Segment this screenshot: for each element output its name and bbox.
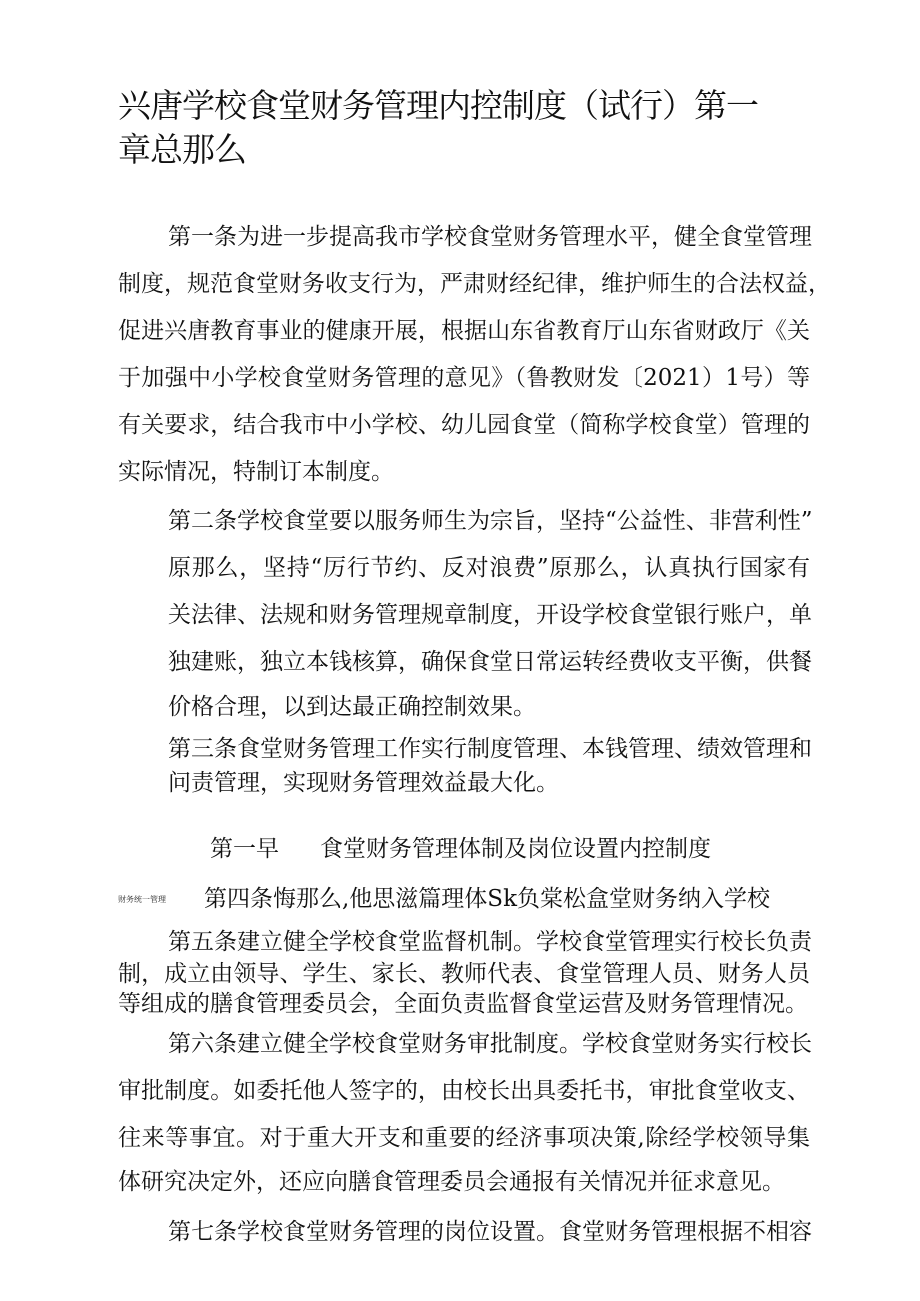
article-5-line-3: 等组成的膳食管理委员会，全面负责监督食堂运营及财务管理情况。: [118, 991, 808, 1017]
article-2-line-3: 关法律、法规和财务管理规章制度，开设学校食堂银行账户，单: [168, 602, 812, 628]
document-title: [118, 84, 798, 172]
article-2-line-4: 独建账，独立本钱核算，确保食堂日常运转经费收支平衡，供餐: [168, 649, 812, 675]
article-1-line-6: 实际情况，特制订本制度。: [118, 459, 394, 485]
article-5-line-1: 第五条建立健全学校食堂监督机制。学校食堂管理实行校长负责: [168, 929, 812, 955]
article-1-line-4: 于加强中小学校食堂财务管理的意见》（鲁教财发〔2021）1号）等: [118, 365, 810, 391]
article-1-line-2: 制度，规范食堂财务收支行为，严肃财经纪律，维护师生的合法权益，: [118, 271, 831, 297]
article-2-line-2: 原那么，坚持“厉行节约、反对浪费”原那么，认真执行国家有: [168, 555, 810, 581]
article-2-line-1: 第二条学校食堂要以服务师生为宗旨，坚持“公益性、非营利性”: [168, 508, 813, 534]
article-1-line-5: 有关要求，结合我市中小学校、幼儿园食堂（简称学校食堂）管理的: [118, 412, 810, 438]
article-6-line-3: 往来等事宜。对于重大开支和重要的经济事项决策,除经学校领导集: [118, 1125, 810, 1151]
article-6-line-1: 第六条建立健全学校食堂财务审批制度。学校食堂财务实行校长: [168, 1031, 812, 1057]
article-3-line-2: 问责管理，实现财务管理效益最大化。: [168, 770, 559, 796]
chapter-2-title: 食堂财务管理体制及岗位设置内控制度: [320, 836, 711, 862]
article-6-line-4: 体研究决定外，还应向膳食管理委员会通报有关情况并征求意见。: [118, 1169, 785, 1195]
chapter-2-number: 第一早: [210, 836, 279, 862]
article-4: 第四条悔那么,他思滋篇理体Sk负棠松盒堂财务纳入学校: [204, 886, 771, 912]
article-1-line-3: 促进兴唐教育事业的健康开展，根据山东省教育厅山东省财政厅《关: [118, 318, 810, 344]
article-3-line-1: 第三条食堂财务管理工作实行制度管理、本钱管理、绩效管理和: [168, 736, 812, 762]
title-line-1: 兴唐学校食堂财务管理内控制度（试行）第一: [118, 86, 758, 125]
article-5-line-2: 制，成立由领导、学生、家长、教师代表、食堂管理人员、财务人员: [118, 961, 810, 987]
article-2-line-5: 价格合理，以到达最正确控制效果。: [168, 694, 536, 720]
article-1-line-1: 第一条为进一步提高我市学校食堂财务管理水平，健全食堂管理: [168, 224, 812, 250]
article-6-line-2: 审批制度。如委托他人签字的，由校长出具委托书，审批食堂收支、: [118, 1078, 810, 1104]
title-line-2: 章总那么: [118, 130, 246, 169]
margin-note: 财务统一管理: [118, 895, 166, 904]
article-7-line-1: 第七条学校食堂财务管理的岗位设置。食堂财务管理根据不相容: [168, 1219, 812, 1245]
